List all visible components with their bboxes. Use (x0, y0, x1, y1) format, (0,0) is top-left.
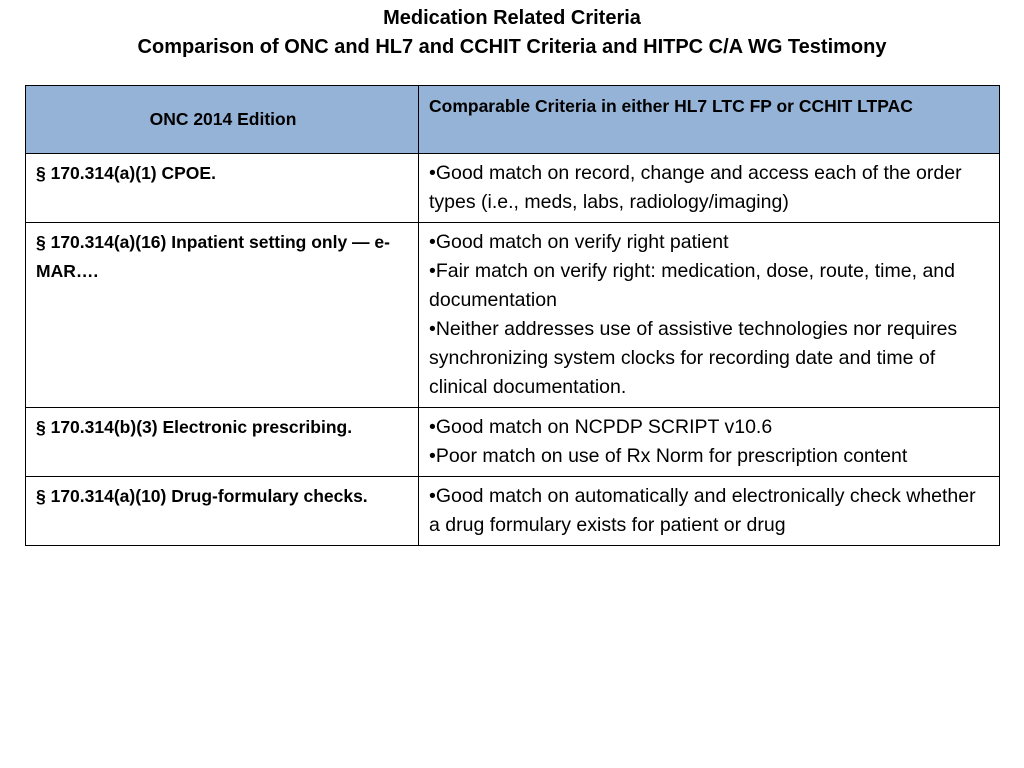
criterion-cell: § 170.314(a)(10) Drug-formulary checks. (26, 477, 419, 546)
comparison-cell (419, 477, 1000, 546)
comparison-cell (419, 408, 1000, 477)
criterion-cell: § 170.314(a)(1) CPOE. (26, 154, 419, 223)
bullet-item: • Good match on automatically and electronically check whether a drug formulary exists for patient or drug (429, 482, 991, 540)
column-header-onc-edition: ONC 2014 Edition (26, 86, 419, 154)
bullet-item: • Poor match on use of Rx Norm for prescription content (429, 442, 991, 471)
title-line-1: Medication Related Criteria (383, 7, 641, 29)
title-line-2: Comparison of ONC and HL7 and CCHIT Criteria and HITPC C/A WG Testimony (137, 36, 887, 58)
criterion-cell: § 170.314(a)(16) Inpatient setting only — e-MAR…. (26, 223, 419, 408)
bullet-item: • Good match on NCPDP SCRIPT v10.6 (429, 413, 991, 442)
table-row (26, 223, 1000, 408)
comparison-cell (419, 223, 1000, 408)
criterion-cell: § 170.314(b)(3) Electronic prescribing. (26, 408, 419, 477)
table-header-row (26, 86, 1000, 154)
criteria-table (25, 85, 1000, 546)
table-row (26, 154, 1000, 223)
column-header-comparable-criteria: Comparable Criteria in either HL7 LTC FP or CCHIT LTPAC (419, 86, 1000, 154)
comparison-cell (419, 154, 1000, 223)
slide-title (0, 4, 1024, 62)
bullet-item: • Neither addresses use of assistive technologies nor requires synchronizing system clocks for recording date and time of clinical documentation. (429, 315, 991, 402)
bullet-item: • Good match on record, change and access each of the order types (i.e., meds, labs, radiology/imaging) (429, 159, 991, 217)
bullet-item: • Good match on verify right patient (429, 228, 991, 257)
table-row (26, 477, 1000, 546)
table-row (26, 408, 1000, 477)
bullet-item: • Fair match on verify right: medication, dose, route, time, and documentation (429, 257, 991, 315)
